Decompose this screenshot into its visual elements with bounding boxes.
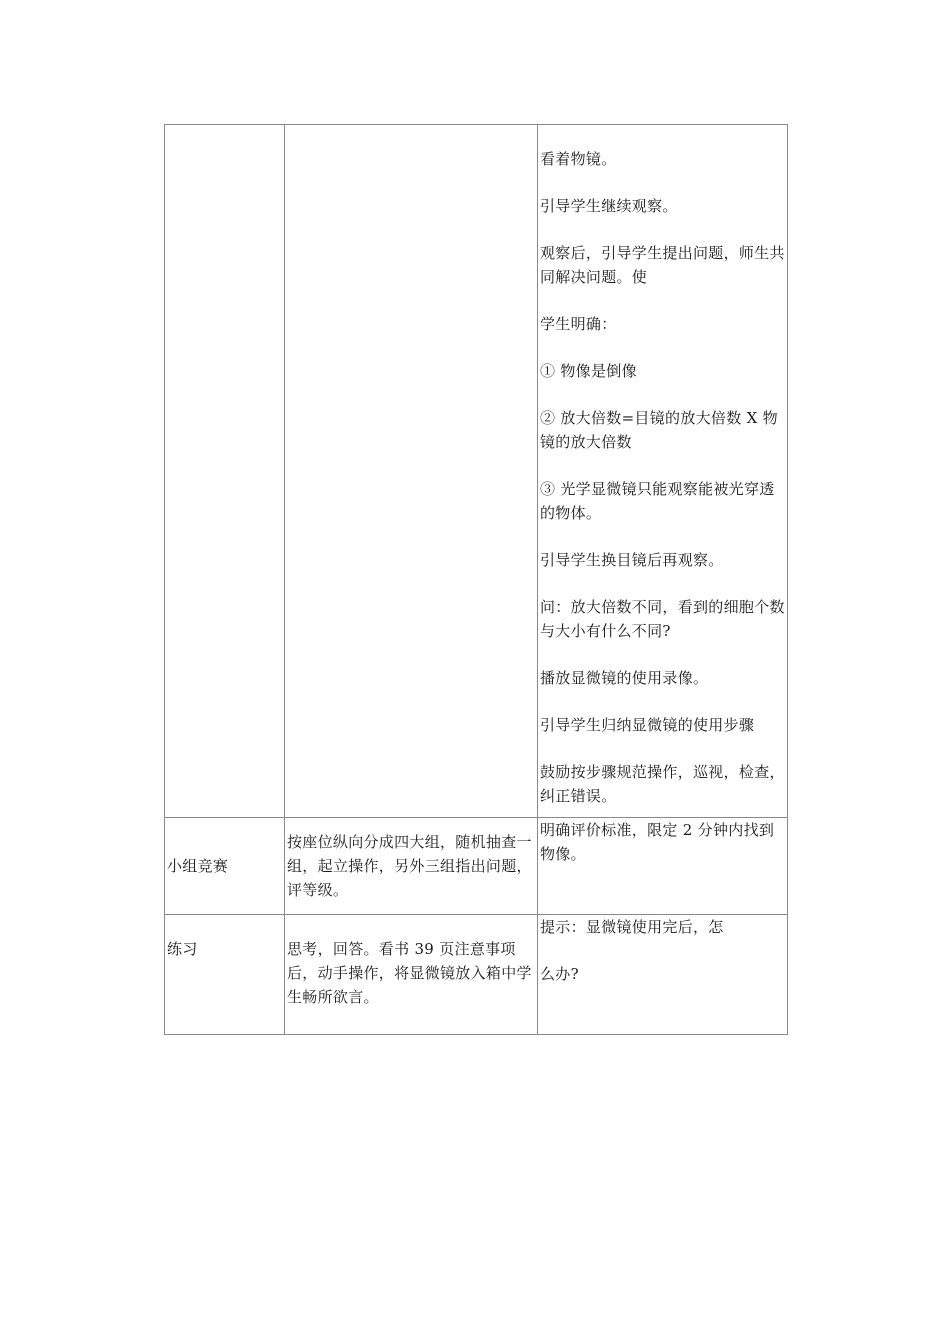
teacher-line: 学生明确：	[540, 315, 617, 333]
teacher-line: ③ 光学显微镜只能观察能被光穿透的物体。	[540, 480, 775, 522]
stage-cell	[165, 125, 285, 818]
teacher-line: 么办?	[540, 965, 579, 983]
teacher-line: 明确评价标准，限定 2 分钟内找到物像。	[540, 821, 775, 863]
teacher-line: 问：放大倍数不同，看到的细胞个数与大小有什么不同?	[540, 598, 785, 640]
teacher-activity-cell	[538, 915, 788, 1035]
teacher-line: ① 物像是倒像	[540, 362, 637, 380]
teacher-activity-cell	[538, 818, 788, 915]
teacher-line: 引导学生归纳显微镜的使用步骤	[540, 716, 755, 734]
teacher-activity-cell	[538, 125, 788, 818]
teacher-line: 鼓励按步骤规范操作，巡视，检查，纠正错误。	[540, 763, 785, 805]
student-activity-cell	[285, 915, 538, 1035]
table-row	[165, 915, 788, 1035]
teacher-line: 引导学生继续观察。	[540, 197, 678, 215]
student-line: 思考，回答。看书 39 页注意事项后，动手操作，将显微镜放入箱中学生畅所欲言。	[287, 940, 532, 1006]
teacher-line: 引导学生换目镜后再观察。	[540, 551, 724, 569]
student-line: 按座位纵向分成四大组，随机抽查一组，起立操作，另外三组指出问题，评等级。	[287, 833, 532, 899]
student-activity-cell	[285, 125, 538, 818]
stage-cell	[165, 915, 285, 1035]
lesson-plan-table	[164, 124, 788, 1035]
student-activity-cell	[285, 818, 538, 915]
stage-label: 练习	[167, 940, 198, 958]
table-row	[165, 125, 788, 818]
teacher-line: 播放显微镜的使用录像。	[540, 669, 709, 687]
table-row	[165, 818, 788, 915]
teacher-line: 看着物镜。	[540, 150, 617, 168]
teacher-line: 观察后，引导学生提出问题，师生共同解决问题。使	[540, 244, 785, 286]
teacher-line: ② 放大倍数=目镜的放大倍数 X 物镜的放大倍数	[540, 409, 778, 451]
teacher-line: 提示：显微镜使用完后，怎	[540, 918, 724, 936]
stage-cell: 小组竞赛	[165, 818, 285, 915]
